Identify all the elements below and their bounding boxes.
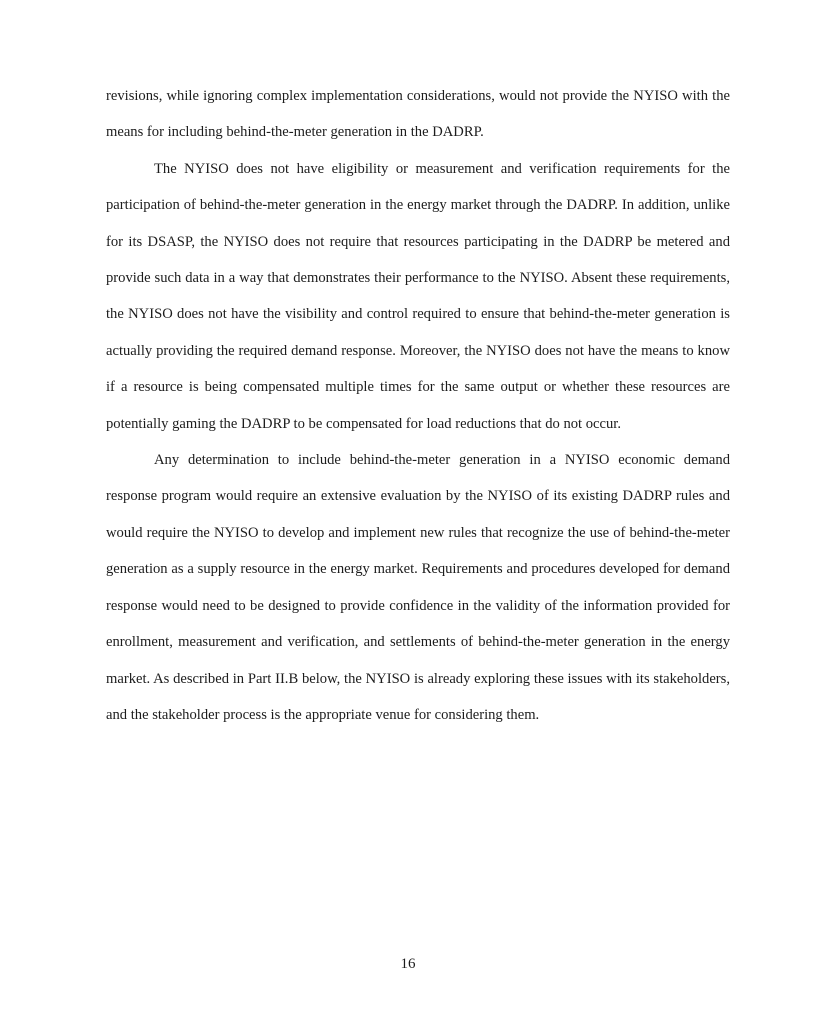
paragraph-continuation: revisions, while ignoring complex implementation considerations, would not provide the NYISO with the means for including behind-the-meter generation in the DADRP. [106,88,730,141]
paragraph-eligibility-requirements: The NYISO does not have eligibility or measurement and verification requirements for the participation of behind-the-meter generation in the energy market through the DADRP. In addition, unlike for its DSASP, the NYISO does not require that resources participating in the DADRP be metered and provide such data in a way that demonstrates their performance to the NYISO. Absent these requirements, the NYISO does not have the visibility and control required to ensure that behind-the-meter generation is actually providing the required demand response. Moreover, the NYISO does not have the means to know if a resource is being compensated multiple times for the same output or whether these resources are potentially gaming the DADRP to be compensated for load reductions that do not occur. [106,160,730,432]
paragraph-evaluation-rules: Any determination to include behind-the-meter generation in a NYISO economic demand response program would require an extensive evaluation by the NYISO of its existing DADRP rules and would require the NYISO to develop and implement new rules that recognize the use of behind-the-meter generation as a supply resource in the energy market. Requirements and procedures developed for demand response would need to be designed to provide confidence in the validity of the information provided for enrollment, measurement and verification, and settlements of behind-the-meter generation in the energy market. As described in Part II.B below, the NYISO is already exploring these issues with its stakeholders, and the stakeholder process is the appropriate venue for considering them. [106,452,730,723]
page-number: 16 [400,956,416,972]
body-text [106,78,730,733]
